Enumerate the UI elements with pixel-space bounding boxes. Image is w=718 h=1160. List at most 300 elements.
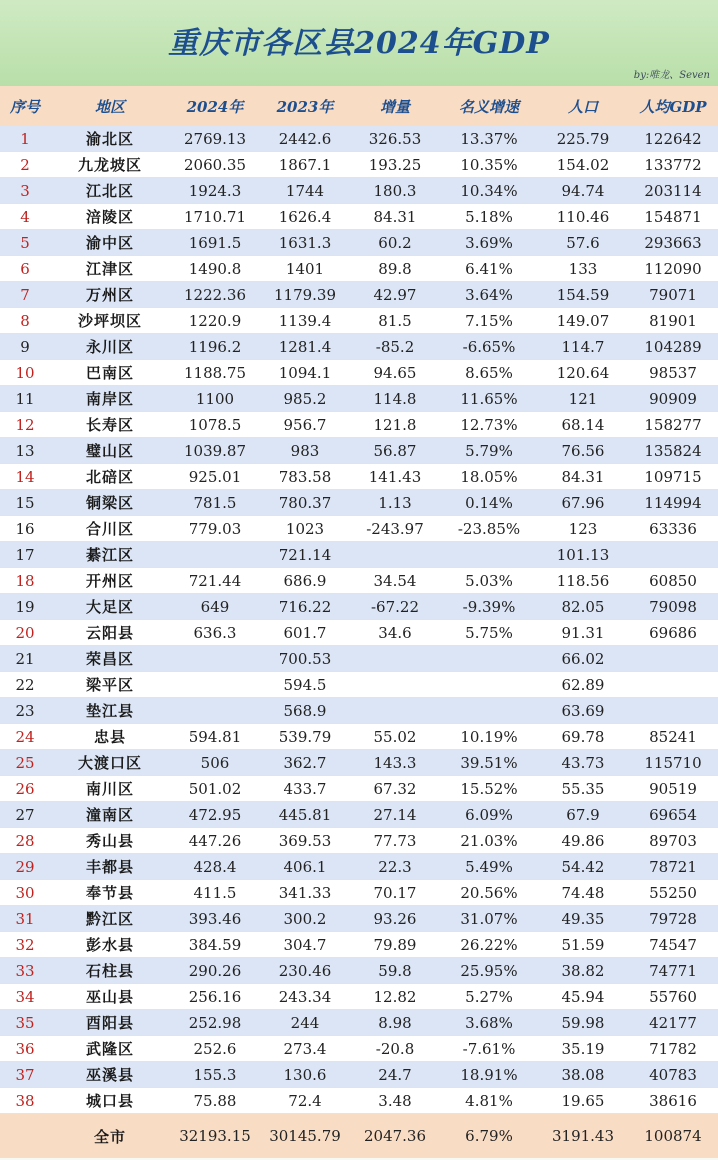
- row-index: 20: [0, 620, 50, 646]
- row-population: 225.79: [538, 126, 628, 152]
- title-banner: [0, 0, 718, 86]
- row-index: 36: [0, 1036, 50, 1062]
- row-gdp-2023: 406.1: [260, 854, 350, 880]
- row-gdp-2023: 1401: [260, 256, 350, 282]
- row-index: 19: [0, 594, 50, 620]
- row-population: 49.35: [538, 906, 628, 932]
- row-region: 涪陵区: [50, 204, 170, 230]
- row-population: 67.9: [538, 802, 628, 828]
- row-per-capita: 115710: [628, 750, 718, 776]
- row-growth: 6.09%: [440, 802, 538, 828]
- table-row: [0, 542, 718, 568]
- row-increment: -243.97: [350, 516, 440, 542]
- table-row: [0, 620, 718, 646]
- row-per-capita: 69654: [628, 802, 718, 828]
- row-gdp-2023: 1023: [260, 516, 350, 542]
- row-population: 94.74: [538, 178, 628, 204]
- row-region: 北碚区: [50, 464, 170, 490]
- column-header-growth: 名义增速: [440, 86, 538, 126]
- row-region: 渝中区: [50, 230, 170, 256]
- row-gdp-2024: 1710.71: [170, 204, 260, 230]
- row-population: 133: [538, 256, 628, 282]
- row-per-capita: 158277: [628, 412, 718, 438]
- row-growth: 12.73%: [440, 412, 538, 438]
- row-increment: 84.31: [350, 204, 440, 230]
- table-row: [0, 1010, 718, 1036]
- table-row: [0, 880, 718, 906]
- row-increment: -85.2: [350, 334, 440, 360]
- row-gdp-2024: 447.26: [170, 828, 260, 854]
- column-header-region: 地区: [50, 86, 170, 126]
- column-header-per-capita: 人均GDP: [628, 86, 718, 126]
- row-growth: 10.19%: [440, 724, 538, 750]
- row-index: 35: [0, 1010, 50, 1036]
- row-gdp-2024: 256.16: [170, 984, 260, 1010]
- row-region: 巫山县: [50, 984, 170, 1010]
- page-title: 重庆市各区县2024年GDP: [168, 26, 550, 61]
- row-gdp-2023: 686.9: [260, 568, 350, 594]
- row-gdp-2024: 2060.35: [170, 152, 260, 178]
- row-gdp-2023: 300.2: [260, 906, 350, 932]
- row-gdp-2023: 2442.6: [260, 126, 350, 152]
- row-region: 璧山区: [50, 438, 170, 464]
- table-row: [0, 750, 718, 776]
- table-row: [0, 854, 718, 880]
- table-row: [0, 1036, 718, 1062]
- row-gdp-2023: 341.33: [260, 880, 350, 906]
- row-gdp-2023: 700.53: [260, 646, 350, 672]
- row-per-capita: [628, 542, 718, 568]
- row-population: 114.7: [538, 334, 628, 360]
- row-increment: 34.6: [350, 620, 440, 646]
- row-increment: [350, 646, 440, 672]
- row-gdp-2024: 428.4: [170, 854, 260, 880]
- row-increment: 70.17: [350, 880, 440, 906]
- table-row: [0, 464, 718, 490]
- row-index: 11: [0, 386, 50, 412]
- row-gdp-2024: 2769.13: [170, 126, 260, 152]
- row-gdp-2023: 445.81: [260, 802, 350, 828]
- row-growth: 21.03%: [440, 828, 538, 854]
- row-growth: 3.64%: [440, 282, 538, 308]
- row-region: 南川区: [50, 776, 170, 802]
- row-growth: 5.18%: [440, 204, 538, 230]
- table-row: [0, 906, 718, 932]
- row-increment: 94.65: [350, 360, 440, 386]
- total-index-cell: [0, 1114, 50, 1159]
- row-gdp-2024: 506: [170, 750, 260, 776]
- row-gdp-2023: 594.5: [260, 672, 350, 698]
- row-growth: 3.69%: [440, 230, 538, 256]
- row-region: 铜梁区: [50, 490, 170, 516]
- row-index: 10: [0, 360, 50, 386]
- row-index: 29: [0, 854, 50, 880]
- row-gdp-2024: 636.3: [170, 620, 260, 646]
- row-gdp-2023: 721.14: [260, 542, 350, 568]
- row-gdp-2024: [170, 698, 260, 724]
- row-index: 22: [0, 672, 50, 698]
- table-row: [0, 256, 718, 282]
- row-gdp-2023: 1281.4: [260, 334, 350, 360]
- row-index: 9: [0, 334, 50, 360]
- row-region: 江津区: [50, 256, 170, 282]
- row-population: 120.64: [538, 360, 628, 386]
- row-index: 2: [0, 152, 50, 178]
- row-population: 154.59: [538, 282, 628, 308]
- row-population: 76.56: [538, 438, 628, 464]
- row-gdp-2023: 983: [260, 438, 350, 464]
- row-population: 149.07: [538, 308, 628, 334]
- row-gdp-2023: 433.7: [260, 776, 350, 802]
- row-per-capita: 112090: [628, 256, 718, 282]
- row-gdp-2024: 411.5: [170, 880, 260, 906]
- row-population: 63.69: [538, 698, 628, 724]
- row-gdp-2023: 716.22: [260, 594, 350, 620]
- row-per-capita: 104289: [628, 334, 718, 360]
- row-index: 32: [0, 932, 50, 958]
- row-increment: 59.8: [350, 958, 440, 984]
- row-growth: 13.37%: [440, 126, 538, 152]
- row-gdp-2023: 783.58: [260, 464, 350, 490]
- row-growth: [440, 646, 538, 672]
- row-growth: 3.68%: [440, 1010, 538, 1036]
- row-growth: 0.14%: [440, 490, 538, 516]
- table-row: [0, 308, 718, 334]
- row-gdp-2023: 780.37: [260, 490, 350, 516]
- gdp-table: [0, 86, 718, 1158]
- row-per-capita: 85241: [628, 724, 718, 750]
- row-index: 30: [0, 880, 50, 906]
- table-row: [0, 438, 718, 464]
- table-row: [0, 204, 718, 230]
- row-gdp-2023: 568.9: [260, 698, 350, 724]
- row-gdp-2023: 369.53: [260, 828, 350, 854]
- row-index: 31: [0, 906, 50, 932]
- row-per-capita: 114994: [628, 490, 718, 516]
- row-per-capita: 133772: [628, 152, 718, 178]
- row-population: 19.65: [538, 1088, 628, 1114]
- row-per-capita: 79728: [628, 906, 718, 932]
- row-gdp-2024: 1196.2: [170, 334, 260, 360]
- row-per-capita: [628, 646, 718, 672]
- total-population: 3191.43: [538, 1114, 628, 1159]
- row-population: 43.73: [538, 750, 628, 776]
- row-increment: 114.8: [350, 386, 440, 412]
- row-gdp-2023: 1867.1: [260, 152, 350, 178]
- row-index: 8: [0, 308, 50, 334]
- row-index: 6: [0, 256, 50, 282]
- row-growth: -23.85%: [440, 516, 538, 542]
- row-region: 巫溪县: [50, 1062, 170, 1088]
- table-row: [0, 152, 718, 178]
- column-header-population: 人口: [538, 86, 628, 126]
- row-increment: 121.8: [350, 412, 440, 438]
- table-row: [0, 932, 718, 958]
- row-increment: 77.73: [350, 828, 440, 854]
- row-gdp-2024: 1188.75: [170, 360, 260, 386]
- row-index: 21: [0, 646, 50, 672]
- table-body: [0, 126, 718, 1114]
- row-gdp-2024: 252.98: [170, 1010, 260, 1036]
- row-population: 67.96: [538, 490, 628, 516]
- row-index: 34: [0, 984, 50, 1010]
- row-growth: [440, 672, 538, 698]
- row-population: 59.98: [538, 1010, 628, 1036]
- row-increment: 143.3: [350, 750, 440, 776]
- column-header-gdp-2023: 2023年: [260, 86, 350, 126]
- row-population: 57.6: [538, 230, 628, 256]
- row-increment: 180.3: [350, 178, 440, 204]
- total-gdp-2023: 30145.79: [260, 1114, 350, 1159]
- row-gdp-2024: 781.5: [170, 490, 260, 516]
- row-index: 14: [0, 464, 50, 490]
- row-population: 55.35: [538, 776, 628, 802]
- table-row: [0, 230, 718, 256]
- row-increment: -20.8: [350, 1036, 440, 1062]
- row-gdp-2024: 501.02: [170, 776, 260, 802]
- table-row: [0, 958, 718, 984]
- row-gdp-2024: 925.01: [170, 464, 260, 490]
- row-index: 25: [0, 750, 50, 776]
- row-gdp-2023: 956.7: [260, 412, 350, 438]
- row-per-capita: 90909: [628, 386, 718, 412]
- row-gdp-2024: 384.59: [170, 932, 260, 958]
- row-per-capita: 89703: [628, 828, 718, 854]
- row-per-capita: 78721: [628, 854, 718, 880]
- row-population: 123: [538, 516, 628, 542]
- row-growth: 7.15%: [440, 308, 538, 334]
- row-growth: -7.61%: [440, 1036, 538, 1062]
- row-gdp-2023: 1744: [260, 178, 350, 204]
- row-index: 4: [0, 204, 50, 230]
- row-population: 101.13: [538, 542, 628, 568]
- row-population: 84.31: [538, 464, 628, 490]
- row-gdp-2024: 649: [170, 594, 260, 620]
- row-gdp-2023: 601.7: [260, 620, 350, 646]
- row-gdp-2024: 721.44: [170, 568, 260, 594]
- table-row: [0, 282, 718, 308]
- row-region: 开州区: [50, 568, 170, 594]
- row-per-capita: 154871: [628, 204, 718, 230]
- row-gdp-2024: [170, 646, 260, 672]
- row-region: 大渡口区: [50, 750, 170, 776]
- row-increment: 8.98: [350, 1010, 440, 1036]
- table-row: [0, 1062, 718, 1088]
- row-growth: 26.22%: [440, 932, 538, 958]
- row-gdp-2023: 244: [260, 1010, 350, 1036]
- row-per-capita: 79098: [628, 594, 718, 620]
- row-per-capita: 79071: [628, 282, 718, 308]
- row-gdp-2024: [170, 672, 260, 698]
- row-increment: 93.26: [350, 906, 440, 932]
- row-growth: 18.05%: [440, 464, 538, 490]
- row-region: 大足区: [50, 594, 170, 620]
- row-region: 石柱县: [50, 958, 170, 984]
- table-footer: [0, 1114, 718, 1159]
- row-increment: 56.87: [350, 438, 440, 464]
- row-per-capita: 81901: [628, 308, 718, 334]
- row-index: 33: [0, 958, 50, 984]
- row-growth: 5.03%: [440, 568, 538, 594]
- row-gdp-2024: 594.81: [170, 724, 260, 750]
- row-increment: 24.7: [350, 1062, 440, 1088]
- row-per-capita: 98537: [628, 360, 718, 386]
- row-growth: 18.91%: [440, 1062, 538, 1088]
- row-increment: 81.5: [350, 308, 440, 334]
- row-population: 154.02: [538, 152, 628, 178]
- row-region: 酉阳县: [50, 1010, 170, 1036]
- row-index: 27: [0, 802, 50, 828]
- row-population: 62.89: [538, 672, 628, 698]
- row-region: 长寿区: [50, 412, 170, 438]
- row-increment: -67.22: [350, 594, 440, 620]
- total-per-capita: 100874: [628, 1114, 718, 1159]
- row-region: 荣昌区: [50, 646, 170, 672]
- row-gdp-2023: 539.79: [260, 724, 350, 750]
- total-increment: 2047.36: [350, 1114, 440, 1159]
- total-label: 全市: [50, 1114, 170, 1159]
- row-population: 49.86: [538, 828, 628, 854]
- row-index: 24: [0, 724, 50, 750]
- row-gdp-2024: 1222.36: [170, 282, 260, 308]
- row-index: 7: [0, 282, 50, 308]
- row-increment: 193.25: [350, 152, 440, 178]
- row-per-capita: 122642: [628, 126, 718, 152]
- table-row: [0, 802, 718, 828]
- table-row: [0, 360, 718, 386]
- row-gdp-2024: 1100: [170, 386, 260, 412]
- row-growth: 5.79%: [440, 438, 538, 464]
- row-gdp-2024: 1220.9: [170, 308, 260, 334]
- row-growth: -6.65%: [440, 334, 538, 360]
- row-per-capita: 109715: [628, 464, 718, 490]
- row-region: 忠县: [50, 724, 170, 750]
- row-population: 118.56: [538, 568, 628, 594]
- row-increment: 141.43: [350, 464, 440, 490]
- table-row: [0, 490, 718, 516]
- row-region: 江北区: [50, 178, 170, 204]
- column-header-increment: 增量: [350, 86, 440, 126]
- column-header-index: 序号: [0, 86, 50, 126]
- row-increment: 326.53: [350, 126, 440, 152]
- row-gdp-2023: 72.4: [260, 1088, 350, 1114]
- row-gdp-2024: 155.3: [170, 1062, 260, 1088]
- row-population: 51.59: [538, 932, 628, 958]
- row-gdp-2024: 75.88: [170, 1088, 260, 1114]
- row-per-capita: 42177: [628, 1010, 718, 1036]
- row-gdp-2024: 1039.87: [170, 438, 260, 464]
- row-increment: 34.54: [350, 568, 440, 594]
- row-per-capita: 74771: [628, 958, 718, 984]
- row-population: 91.31: [538, 620, 628, 646]
- row-region: 渝北区: [50, 126, 170, 152]
- row-gdp-2023: 1179.39: [260, 282, 350, 308]
- table-row: [0, 386, 718, 412]
- row-gdp-2024: 1490.8: [170, 256, 260, 282]
- row-region: 云阳县: [50, 620, 170, 646]
- table-row: [0, 776, 718, 802]
- row-index: 16: [0, 516, 50, 542]
- row-gdp-2023: 273.4: [260, 1036, 350, 1062]
- row-gdp-2023: 130.6: [260, 1062, 350, 1088]
- row-population: 35.19: [538, 1036, 628, 1062]
- row-region: 奉节县: [50, 880, 170, 906]
- row-growth: 5.75%: [440, 620, 538, 646]
- row-increment: 3.48: [350, 1088, 440, 1114]
- row-growth: 6.41%: [440, 256, 538, 282]
- row-region: 万州区: [50, 282, 170, 308]
- row-population: 69.78: [538, 724, 628, 750]
- table-header: [0, 86, 718, 126]
- row-region: 九龙坡区: [50, 152, 170, 178]
- row-index: 17: [0, 542, 50, 568]
- row-gdp-2023: 1626.4: [260, 204, 350, 230]
- row-gdp-2023: 243.34: [260, 984, 350, 1010]
- row-per-capita: 90519: [628, 776, 718, 802]
- row-per-capita: 60850: [628, 568, 718, 594]
- row-growth: 20.56%: [440, 880, 538, 906]
- row-gdp-2024: 393.46: [170, 906, 260, 932]
- row-population: 66.02: [538, 646, 628, 672]
- row-index: 18: [0, 568, 50, 594]
- row-increment: 12.82: [350, 984, 440, 1010]
- row-growth: 39.51%: [440, 750, 538, 776]
- row-region: 黔江区: [50, 906, 170, 932]
- row-gdp-2023: 985.2: [260, 386, 350, 412]
- row-per-capita: 55760: [628, 984, 718, 1010]
- row-gdp-2024: 252.6: [170, 1036, 260, 1062]
- row-per-capita: 203114: [628, 178, 718, 204]
- row-gdp-2024: 1924.3: [170, 178, 260, 204]
- table-row: [0, 828, 718, 854]
- row-index: 38: [0, 1088, 50, 1114]
- row-gdp-2023: 1094.1: [260, 360, 350, 386]
- row-growth: [440, 698, 538, 724]
- row-gdp-2024: 779.03: [170, 516, 260, 542]
- row-increment: 22.3: [350, 854, 440, 880]
- row-per-capita: [628, 698, 718, 724]
- row-increment: 67.32: [350, 776, 440, 802]
- row-region: 丰都县: [50, 854, 170, 880]
- row-index: 5: [0, 230, 50, 256]
- row-per-capita: 135824: [628, 438, 718, 464]
- row-index: 26: [0, 776, 50, 802]
- table-row: [0, 516, 718, 542]
- row-per-capita: 55250: [628, 880, 718, 906]
- row-per-capita: 71782: [628, 1036, 718, 1062]
- row-population: 121: [538, 386, 628, 412]
- header-row: [0, 86, 718, 126]
- row-per-capita: [628, 672, 718, 698]
- row-growth: 31.07%: [440, 906, 538, 932]
- row-per-capita: 63336: [628, 516, 718, 542]
- row-index: 13: [0, 438, 50, 464]
- row-region: 城口县: [50, 1088, 170, 1114]
- row-region: 武隆区: [50, 1036, 170, 1062]
- row-growth: 10.34%: [440, 178, 538, 204]
- table-row: [0, 672, 718, 698]
- row-growth: 8.65%: [440, 360, 538, 386]
- row-per-capita: 293663: [628, 230, 718, 256]
- row-gdp-2023: 362.7: [260, 750, 350, 776]
- row-region: 合川区: [50, 516, 170, 542]
- row-gdp-2023: 1139.4: [260, 308, 350, 334]
- row-index: 15: [0, 490, 50, 516]
- row-region: 垫江县: [50, 698, 170, 724]
- row-index: 23: [0, 698, 50, 724]
- table-row: [0, 334, 718, 360]
- row-index: 3: [0, 178, 50, 204]
